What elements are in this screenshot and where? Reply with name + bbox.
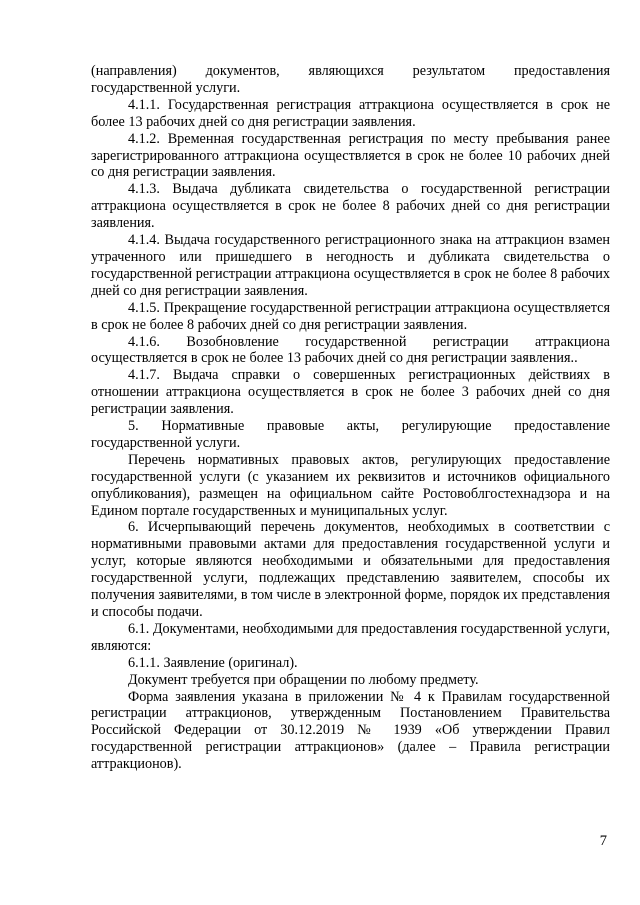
paragraph-4-1-6: 4.1.6. Возобновление государственной регистрации аттракциона осуществляется в срок не более 13 рабочих дней со дня регистрации заявления.. — [91, 333, 610, 367]
paragraph-4-1-1: 4.1.1. Государственная регистрация аттракциона осуществляется в срок не более 13 рабочих дней со дня регистрации заявления. — [91, 96, 610, 130]
document-body — [91, 63, 610, 773]
paragraph-continuation: (направления) документов, являющихся результатом предоставления государственной услуги. — [91, 63, 610, 96]
paragraph-legal-acts-list: Перечень нормативных правовых актов, регулирующих предоставление государственной услуги (с указанием их реквизитов и источников официального опубликования), размещен на официальном сайте Ростовоблгостехнадзора и на Едином портале государственных и муниципальных услуг. — [91, 451, 610, 519]
paragraph-6-1-1: 6.1.1. Заявление (оригинал). — [128, 654, 298, 671]
paragraph-4-1-3: 4.1.3. Выдача дубликата свидетельства о государственной регистрации аттракциона осуществляется в срок не более 8 рабочих дней со дня регистрации заявления. — [91, 181, 610, 232]
paragraph-4-1-4: 4.1.4. Выдача государственного регистрационного знака на аттракцион взамен утраченного или пришедшего в негодность и дубликата свидетельства о государственной регистрации аттракциона осуществляется в срок не более 8 рабочих дней со дня регистрации заявления. — [91, 232, 610, 299]
paragraph-4-1-5: 4.1.5. Прекращение государственной регистрации аттракциона осуществляется в срок не более 8 рабочих дней со дня регистрации заявления. — [91, 299, 610, 333]
paragraph-4-1-7: 4.1.7. Выдача справки о совершенных регистрационных действиях в отношении аттракциона осуществляется в срок не более 3 рабочих дней со дня регистрации заявления. — [91, 367, 610, 418]
paragraph-document-requirement: Документ требуется при обращении по любому предмету. — [128, 671, 479, 688]
section-5-heading: 5. Нормативные правовые акты, регулирующие предоставление государственной услуги. — [91, 418, 610, 451]
paragraph-application-form: Форма заявления указана в приложении № 4 к Правилам государственной регистрации аттракционов, утвержденным Постановлением Правительства Российской Федерации от 30.12.2019 № 1939 «Об утверждении Правил государственной регистрации аттракционов» (далее – Правила регистрации аттракционов). — [91, 688, 610, 773]
paragraph-6-1: 6.1. Документами, необходимыми для предоставления государственной услуги, являются: — [91, 620, 610, 654]
paragraph-4-1-2: 4.1.2. Временная государственная регистрация по месту пребывания ранее зарегистрированного аттракциона осуществляется в срок не более 10 рабочих дней со дня регистрации заявления. — [91, 130, 610, 181]
section-6-heading: 6. Исчерпывающий перечень документов, необходимых в соответствии с нормативными правовыми актами для предоставления государственной услуги и услуг, которые являются необходимыми и обязательными для предоставления государственной услуги, подлежащих представлению заявителем, способы их получения заявителями, в том числе в электронной форме, порядок их представления и способы подачи. — [91, 519, 610, 620]
page-number: 7 — [599, 833, 607, 849]
